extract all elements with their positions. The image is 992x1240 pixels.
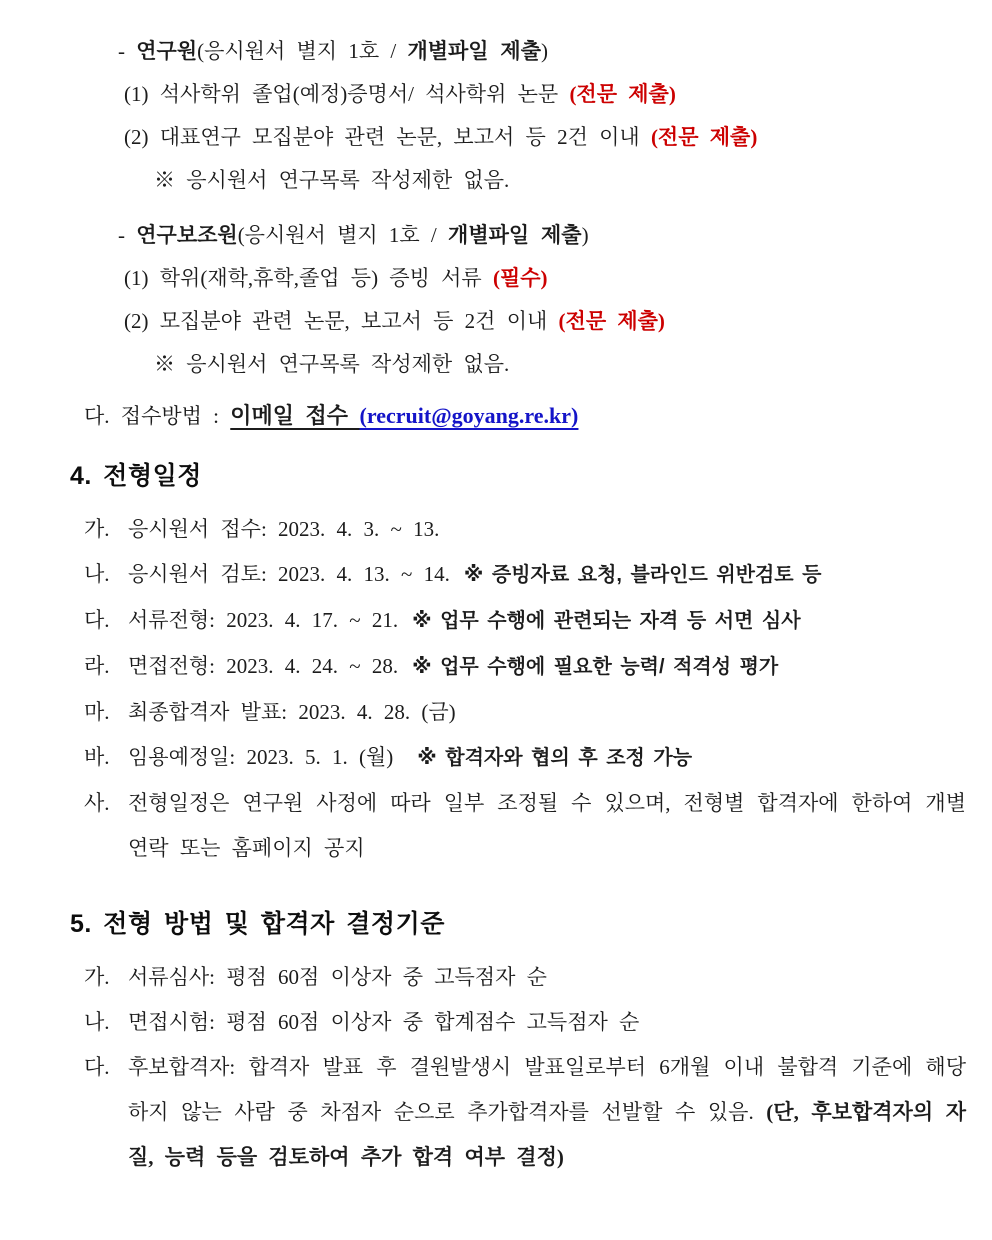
section-5-heading: 5. 전형 방법 및 합격자 결정기준 [70,910,445,938]
criteria-row-da [84,1045,992,1180]
email-link[interactable]: (recruit@goyang.re.kr) [359,403,579,428]
row-text [128,781,966,871]
item-text: 석사학위 졸업(예정)증명서/ 석사학위 논문 [159,82,570,106]
dash-bullet: - [118,39,137,63]
schedule-row-sa [84,781,992,871]
row-text [128,598,992,644]
item-number: (1) [124,82,160,106]
assistant-file-note: 개별파일 제출 [448,224,582,247]
item-text: 학위(재학,휴학,졸업 등) 증빙 서류 [159,266,493,290]
row-label: 사. [84,791,110,815]
row-text [128,507,992,552]
schedule-row-ga [84,507,992,552]
row-label: 나. [84,1010,110,1034]
row-text [128,690,992,735]
full-text-required-badge: (전문 제출) [650,125,758,149]
schedule-row-ba [84,735,992,781]
row-note: ※ 합격자와 협의 후 조정 가능 [417,747,693,769]
assistant-paren-close: ) [581,223,589,247]
row-label: 가. [84,517,110,541]
row-text [128,1000,992,1045]
row-note: ※ 업무 수행에 관련되는 자격 등 서면 심사 [412,610,801,632]
row-note: ※ 증빙자료 요청, 블라인드 위반검토 등 [463,564,822,586]
row-label: 라. [84,654,110,678]
criteria-row-na [84,1000,992,1045]
researcher-paren-close: ) [541,39,549,63]
row-label: 마. [84,700,110,724]
researcher-header [118,30,992,73]
assistant-title: 연구보조원 [136,224,238,247]
row-text [128,735,992,781]
row-text [128,955,992,1000]
assistant-header [118,214,992,257]
apply-method-label: 다. 접수방법 : [84,404,231,428]
email-method-text: 이메일 접수 [230,403,360,428]
row-text-main: 최종합격자 발표: 2023. 4. 28. (금) [128,700,456,724]
row-label: 나. [84,562,110,586]
researcher-item-1 [124,73,992,116]
researcher-title: 연구원 [136,40,198,63]
assistant-item-1 [124,257,992,300]
required-badge: (필수) [492,266,548,290]
row-text [128,644,992,690]
row-text-main: 서류전형: 2023. 4. 17. ~ 21. [128,608,399,632]
row-label: 가. [84,965,110,989]
researcher-item-2 [124,116,992,159]
researcher-note: ※ 응시원서 연구목록 작성제한 없음. [154,168,510,192]
row-label: 다. [84,1055,110,1079]
dash-bullet: - [118,223,137,247]
apply-method-value [230,404,578,428]
apply-method-line [84,394,992,438]
criteria-row-ga [84,955,992,1000]
full-text-required-badge: (전문 제출) [569,82,676,106]
item-text: 모집분야 관련 논문, 보고서 등 2건 이내 [159,309,559,333]
assistant-paren-open: (응시원서 별지 1호 / [237,223,449,247]
row-text-main: 후보합격자: 합격자 발표 후 결원발생시 발표일로부터 6개월 이내 불합격 기준에 해당하지 않는 사람 중 차점자 순으로 추가합격자를 선발할 수 있음. [128,1055,966,1124]
schedule-row-na [84,552,992,598]
researcher-paren-open: (응시원서 별지 1호 / [197,39,408,63]
researcher-file-note: 개별파일 제출 [407,40,542,63]
row-text-main: 응시원서 검토: 2023. 4. 13. ~ 14. [128,562,450,586]
full-text-required-badge: (전문 제출) [558,309,665,333]
row-text [128,552,992,598]
row-label: 다. [84,608,110,632]
item-number: (2) [124,309,160,333]
schedule-row-ra [84,644,992,690]
row-label: 바. [84,745,110,769]
row-text-main: 서류심사: 평점 60점 이상자 중 고득점자 순 [128,965,547,989]
row-text-main: 응시원서 접수: 2023. 4. 3. ~ 13. [128,517,440,541]
item-number: (2) [124,125,160,149]
assistant-note: ※ 응시원서 연구목록 작성제한 없음. [154,352,510,376]
assistant-item-2 [124,300,992,343]
row-text-main: 임용예정일: 2023. 5. 1. (월) [128,745,394,769]
schedule-row-da [84,598,992,644]
row-text-bold-note: (단, 후보합격자의 자질, 능력 등을 검토하여 추가 합격 여부 결정) [128,1100,967,1169]
item-text: 대표연구 모집분야 관련 논문, 보고서 등 2건 이내 [159,125,651,149]
row-text-main: 면접전형: 2023. 4. 24. ~ 28. [128,654,399,678]
section-4-heading: 4. 전형일정 [70,462,202,490]
row-text [128,1045,966,1180]
row-text-main: 면접시험: 평점 60점 이상자 중 합계점수 고득점자 순 [128,1010,640,1034]
row-text-main: 전형일정은 연구원 사정에 따라 일부 조정될 수 있으며, 전형별 합격자에 한하여 개별 연락 또는 홈페이지 공지 [128,791,966,860]
item-number: (1) [124,266,160,290]
row-note: ※ 업무 수행에 필요한 능력/ 적격성 평가 [412,656,779,678]
schedule-row-ma [84,690,992,735]
